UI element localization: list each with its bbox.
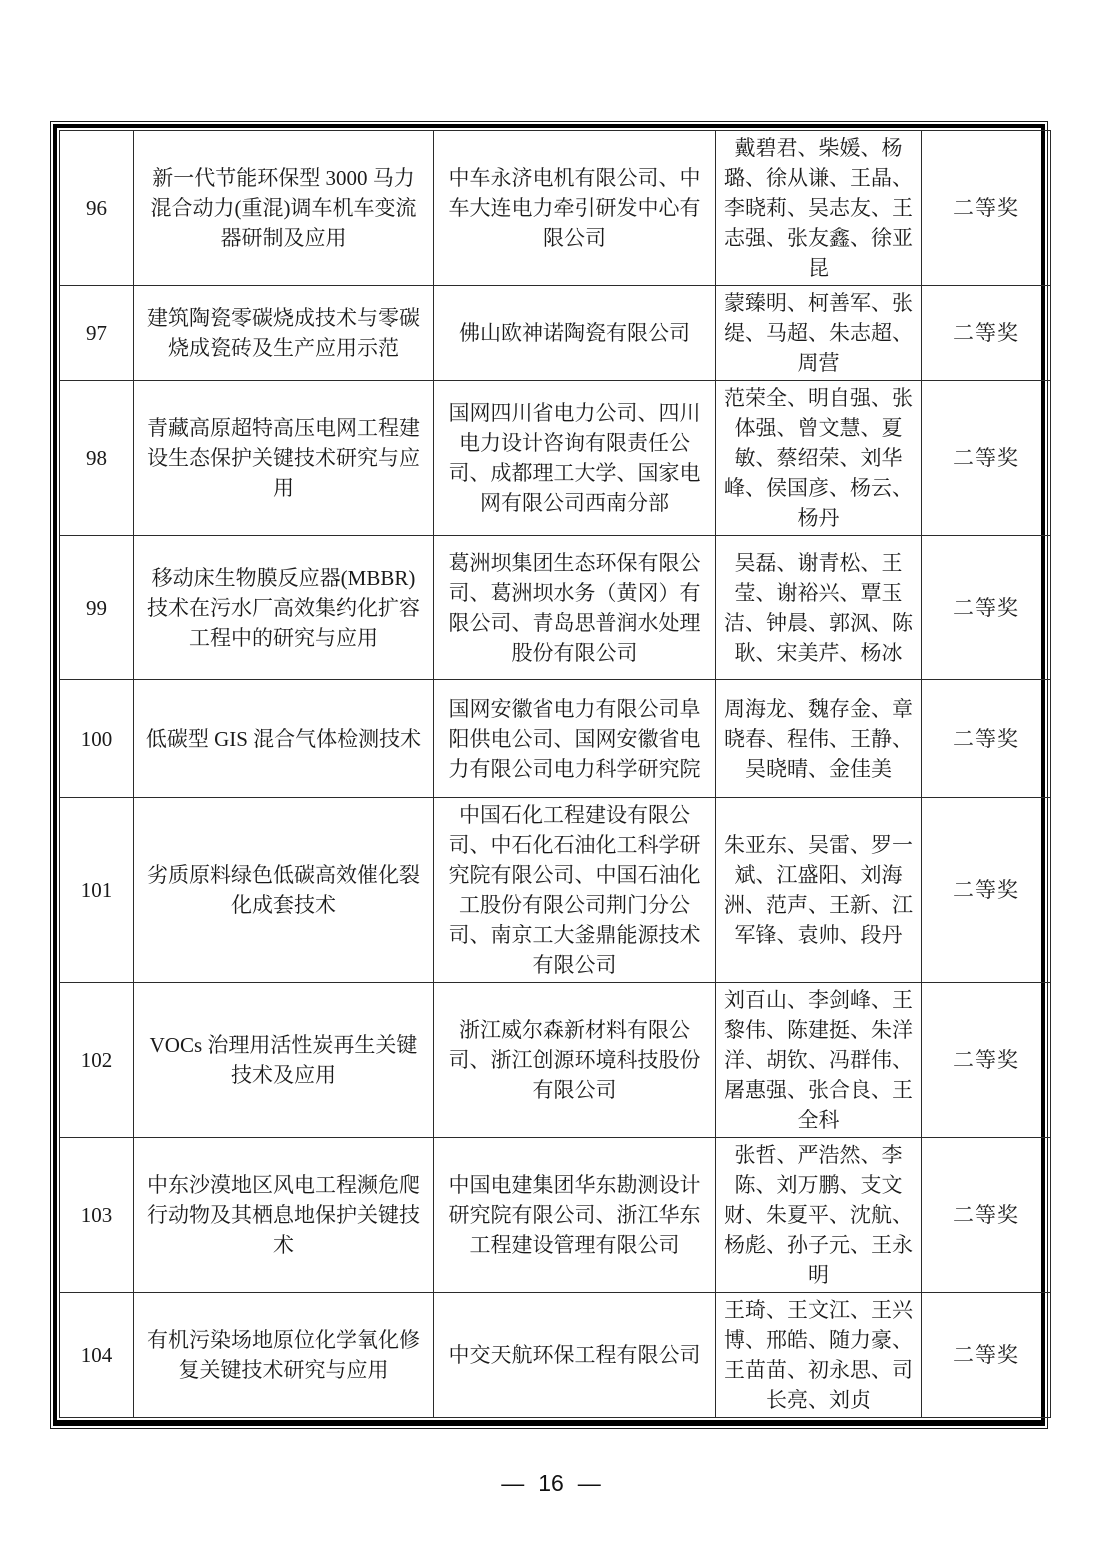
- row-number-cell: 96: [60, 131, 134, 286]
- award-level-cell: 二等奖: [922, 131, 1051, 286]
- table-row: [60, 680, 1051, 798]
- award-level-cell: 二等奖: [922, 1293, 1051, 1418]
- awardees-cell: 刘百山、李剑峰、王黎伟、陈建挺、朱洋洋、胡钦、冯群伟、屠惠强、张合良、王全科: [716, 983, 922, 1138]
- row-number-cell: 100: [60, 680, 134, 798]
- row-number-cell: 104: [60, 1293, 134, 1418]
- table-row: [60, 1293, 1051, 1418]
- row-number-cell: 101: [60, 798, 134, 983]
- award-level-cell: 二等奖: [922, 1138, 1051, 1293]
- awardees-cell: 王琦、王文江、王兴博、邢皓、随力豪、王苗苗、初永思、司长亮、刘贞: [716, 1293, 922, 1418]
- organization-cell: 佛山欧神诺陶瓷有限公司: [434, 286, 716, 381]
- table-row: [60, 381, 1051, 536]
- awardees-cell: 吴磊、谢青松、王莹、谢裕兴、覃玉洁、钟晨、郭沨、陈耿、宋美芹、杨冰: [716, 536, 922, 680]
- row-number-cell: 103: [60, 1138, 134, 1293]
- awardees-cell: 蒙臻明、柯善军、张缇、马超、朱志超、周营: [716, 286, 922, 381]
- project-name-cell: 青藏高原超特高压电网工程建设生态保护关键技术研究与应用: [134, 381, 434, 536]
- awards-table-grid: [59, 130, 1051, 1418]
- table-row: [60, 798, 1051, 983]
- awardees-cell: 张哲、严浩然、李陈、刘万鹏、支文财、朱夏平、沈航、杨彪、孙子元、王永明: [716, 1138, 922, 1293]
- organization-cell: 浙江威尔森新材料有限公司、浙江创源环境科技股份有限公司: [434, 983, 716, 1138]
- awardees-cell: 周海龙、魏存金、章晓春、程伟、王静、吴晓晴、金佳美: [716, 680, 922, 798]
- awards-table-border: [53, 124, 1045, 1426]
- award-level-cell: 二等奖: [922, 381, 1051, 536]
- awardees-cell: 戴碧君、柴媛、杨璐、徐从谦、王晶、李晓莉、吴志友、王志强、张友鑫、徐亚昆: [716, 131, 922, 286]
- project-name-cell: 中东沙漠地区风电工程濒危爬行动物及其栖息地保护关键技术: [134, 1138, 434, 1293]
- table-row: [60, 983, 1051, 1138]
- table-row: [60, 1138, 1051, 1293]
- row-number-cell: 99: [60, 536, 134, 680]
- organization-cell: 葛洲坝集团生态环保有限公司、葛洲坝水务（黄冈）有限公司、青岛思普润水处理股份有限公司: [434, 536, 716, 680]
- page-footer: [0, 1470, 1102, 1497]
- awardees-cell: 范荣全、明自强、张体强、曾文慧、夏敏、蔡绍荣、刘华峰、侯国彦、杨云、杨丹: [716, 381, 922, 536]
- project-name-cell: 移动床生物膜反应器(MBBR)技术在污水厂高效集约化扩容工程中的研究与应用: [134, 536, 434, 680]
- page-number: 16: [538, 1470, 564, 1496]
- organization-cell: 国网安徽省电力有限公司阜阳供电公司、国网安徽省电力有限公司电力科学研究院: [434, 680, 716, 798]
- row-number-cell: 98: [60, 381, 134, 536]
- project-name-cell: 劣质原料绿色低碳高效催化裂化成套技术: [134, 798, 434, 983]
- footer-dash-right: —: [577, 1470, 601, 1496]
- project-name-cell: 低碳型 GIS 混合气体检测技术: [134, 680, 434, 798]
- project-name-cell: 新一代节能环保型 3000 马力混合动力(重混)调车机车变流器研制及应用: [134, 131, 434, 286]
- table-row: [60, 131, 1051, 286]
- organization-cell: 中交天航环保工程有限公司: [434, 1293, 716, 1418]
- footer-dash-left: —: [501, 1470, 525, 1496]
- awards-table: [50, 121, 1048, 1429]
- organization-cell: 中车永济电机有限公司、中车大连电力牵引研发中心有限公司: [434, 131, 716, 286]
- award-level-cell: 二等奖: [922, 983, 1051, 1138]
- row-number-cell: 97: [60, 286, 134, 381]
- project-name-cell: VOCs 治理用活性炭再生关键技术及应用: [134, 983, 434, 1138]
- organization-cell: 中国石化工程建设有限公司、中石化石油化工科学研究院有限公司、中国石油化工股份有限公司荆门分公司、南京工大釜鼎能源技术有限公司: [434, 798, 716, 983]
- project-name-cell: 建筑陶瓷零碳烧成技术与零碳烧成瓷砖及生产应用示范: [134, 286, 434, 381]
- table-row: [60, 286, 1051, 381]
- award-level-cell: 二等奖: [922, 286, 1051, 381]
- awardees-cell: 朱亚东、吴雷、罗一斌、江盛阳、刘海洲、范声、王新、江军锋、袁帅、段丹: [716, 798, 922, 983]
- award-level-cell: 二等奖: [922, 536, 1051, 680]
- row-number-cell: 102: [60, 983, 134, 1138]
- award-level-cell: 二等奖: [922, 798, 1051, 983]
- award-level-cell: 二等奖: [922, 680, 1051, 798]
- organization-cell: 中国电建集团华东勘测设计研究院有限公司、浙江华东工程建设管理有限公司: [434, 1138, 716, 1293]
- table-row: [60, 536, 1051, 680]
- awards-table-body: [60, 131, 1051, 1418]
- project-name-cell: 有机污染场地原位化学氧化修复关键技术研究与应用: [134, 1293, 434, 1418]
- organization-cell: 国网四川省电力公司、四川电力设计咨询有限责任公司、成都理工大学、国家电网有限公司西南分部: [434, 381, 716, 536]
